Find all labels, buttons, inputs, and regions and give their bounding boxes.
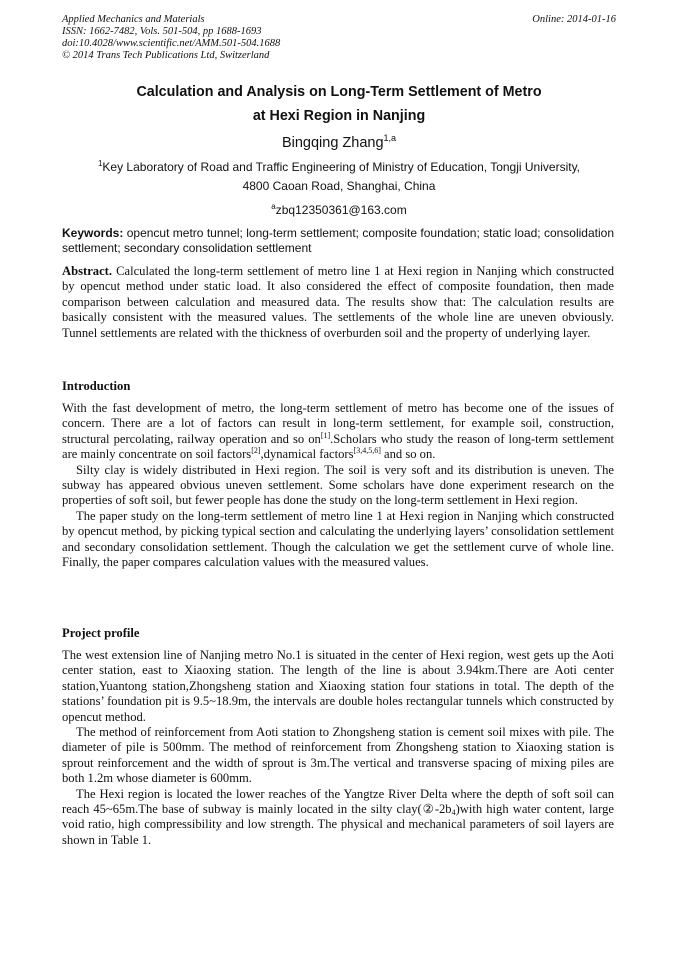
author-name: Bingqing Zhang (281, 135, 384, 151)
project-profile-body (62, 648, 614, 848)
title-line-2: at Hexi Region in Nanjing (252, 108, 426, 124)
intro-paragraph-2: Silty clay is widely distributed in Hexi region. The soil is very soft and its distribution is uneven. The subway has appeared obvious uneven settlement. Some scholars have done experiment research on the properties of soft soil, but fewer people has done the study on the long-term settlement in Hexi region. (62, 462, 614, 508)
journal-name: Applied Mechanics and Materials (62, 14, 205, 25)
profile-paragraph-2: The method of reinforcement from Aoti station to Zhongsheng station is cement soil mixes with pile. The diameter of pile is 500mm. The method of reinforcement from Zhongsheng station to Xiaoxing station is sprout reinforcement and the width of sprout is 3m.The vertical and transverse spacing of mixing piles are both 1.2m whose diameter is 600mm. (62, 725, 614, 786)
title-line-1: Calculation and Analysis on Long-Term Settlement of Metro (136, 84, 542, 100)
intro-paragraph-1 (62, 401, 614, 463)
soil-layer-subscript: 4 (451, 808, 456, 818)
profile-p3-text-b: )with high water content, large void ratio, high compressibility and low strength. The physical and mechanical parameters of soil layers are shown in Table 1. (62, 802, 614, 847)
intro-paragraph-3: The paper study on the long-term settlement of metro line 1 at Hexi region in Nanjing which constructed by opencut method, by picking typical section and calculating the underlying layers’ consolidation settlement and secondary consolidation settlement. Though the calculation we get the settlement curve of whole line. Finally, the paper compares calculation values with the measured values. (62, 508, 614, 570)
journal-header (62, 14, 280, 62)
intro-p1-text-b: .Scholars who study the reason of long-term settlement are mainly concentrate on soil factors (62, 431, 615, 462)
profile-paragraph-1: The west extension line of Nanjing metro No.1 is situated in the center of Hexi region, west gets up the Aoti center station, east to Xiaoxing station. The length of the line is about 3.94km.There are Aoti center station,Yuantong station,Zhongsheng station and Xiaoxing station four stations in total. The depth of the stations’ foundation pit is 9.5~18.9m, the intervals are double holes rectangular tunnels which constructed by opencut method. (62, 648, 614, 724)
email-address: zbq12350361@163.com (275, 203, 407, 217)
abstract-block (62, 264, 614, 341)
affiliation-line-2: 4800 Caoan Road, Shanghai, China (242, 179, 436, 193)
copyright-line: © 2014 Trans Tech Publications Ltd, Switzerland (62, 50, 270, 61)
affiliation-line-1 (0, 157, 678, 174)
profile-paragraph-3 (62, 787, 614, 849)
profile-p3-text-a: The Hexi region is located the lower reaches of the Yangtze River Delta where the depth of soft soil can reach 45~65m.The base of subway is mainly located in the silty clay(②-2b (62, 786, 614, 817)
citation-ref-1: [1] (320, 430, 331, 440)
email-superscript: a (271, 202, 276, 211)
introduction-body (62, 401, 614, 570)
project-profile-heading: Project profile (62, 626, 140, 640)
keywords-label: Keywords: (62, 226, 124, 240)
issn-line: ISSN: 1662-7482, Vols. 501-504, pp 1688-1693 (62, 26, 262, 37)
intro-p1-text-c: ,dynamical factors (260, 447, 354, 462)
email-line (0, 200, 678, 217)
intro-p1-text-d: and so on. (380, 447, 436, 462)
affiliation-text-1: Key Laboratory of Road and Traffic Engineering of Ministry of Education, Tongji University, (102, 160, 581, 174)
affiliation-superscript: 1 (97, 159, 103, 168)
keywords-block (62, 226, 614, 256)
online-date: Online: 2014-01-16 (532, 14, 616, 25)
doi-line: doi:10.4028/www.scientific.net/AMM.501-504.1688 (62, 38, 281, 49)
abstract-text: Calculated the long-term settlement of metro line 1 at Hexi region in Nanjing which constructed by opencut method under static load. It also considered the effect of composite foundation, then made comparison between calculation and measured data. The results show that: The calculation results are basically consistent with the measured values. The settlements of the whole line are uneven obviously. Tunnel settlements are related with the thickness of overburden soil and the property of underlying layer. (62, 264, 614, 340)
keywords-text: opencut metro tunnel; long-term settlement; composite foundation; static load; consolidation settlement; secondary consolidation settlement (62, 226, 614, 255)
abstract-label: Abstract. (62, 264, 113, 278)
citation-ref-2: [2] (251, 446, 261, 456)
introduction-heading: Introduction (62, 379, 131, 393)
intro-p1-text-a: With the fast development of metro, the long-term settlement of metro has become one of the issues of concern. There are a lot of factors can result in long-term settlement, for example soil, construction, structural percolating, railway operation and so on (62, 401, 614, 446)
author-superscript: 1,a (383, 133, 397, 143)
paper-title (0, 80, 678, 128)
author-line (0, 128, 678, 153)
citation-ref-3: [3,4,5,6] (353, 446, 381, 456)
